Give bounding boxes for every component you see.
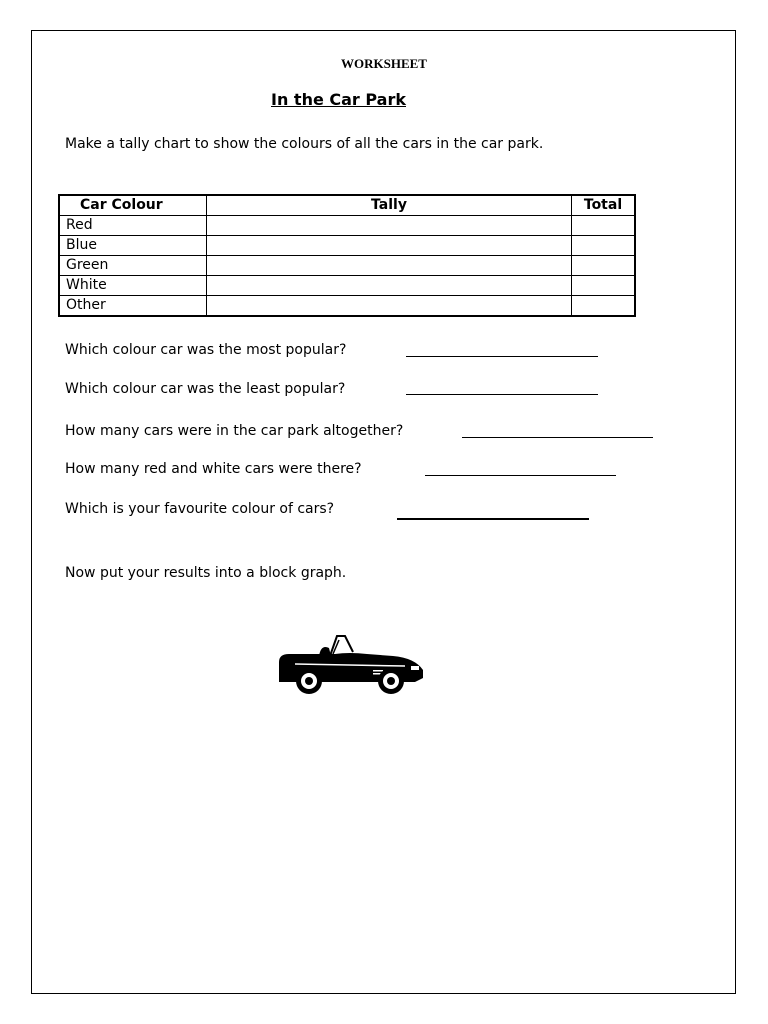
tally-table [58, 194, 636, 317]
tally-cell[interactable] [207, 276, 572, 296]
row-colour-label: Other [59, 296, 207, 317]
header-car-colour: Car Colour [59, 195, 207, 216]
sports-car-icon [275, 626, 427, 700]
question-total-cars: How many cars were in the car park altogether? [65, 423, 404, 439]
answer-line-most-popular[interactable] [406, 356, 598, 357]
answer-line-favourite-colour[interactable] [397, 518, 589, 520]
total-cell[interactable] [572, 256, 636, 276]
table-row [59, 216, 635, 236]
table-row [59, 276, 635, 296]
block-graph-instruction: Now put your results into a block graph. [65, 565, 347, 581]
header-total: Total [572, 195, 636, 216]
question-most-popular: Which colour car was the most popular? [65, 342, 347, 358]
worksheet-title: In the Car Park [271, 90, 406, 109]
row-colour-label: Green [59, 256, 207, 276]
table-row [59, 256, 635, 276]
question-favourite-colour: Which is your favourite colour of cars? [65, 501, 335, 517]
question-least-popular: Which colour car was the least popular? [65, 381, 346, 397]
total-cell[interactable] [572, 276, 636, 296]
answer-line-total-cars[interactable] [462, 437, 653, 438]
tally-instruction: Make a tally chart to show the colours of all the cars in the car park. [65, 136, 544, 152]
total-cell[interactable] [572, 236, 636, 256]
worksheet-heading: WORKSHEET [341, 56, 427, 71]
total-cell[interactable] [572, 216, 636, 236]
table-row [59, 236, 635, 256]
tally-cell[interactable] [207, 296, 572, 317]
tally-header-row [59, 195, 635, 216]
row-colour-label: Blue [59, 236, 207, 256]
tally-cell[interactable] [207, 216, 572, 236]
table-row [59, 296, 635, 317]
answer-line-least-popular[interactable] [406, 394, 598, 395]
question-red-white: How many red and white cars were there? [65, 461, 362, 477]
tally-cell[interactable] [207, 256, 572, 276]
row-colour-label: White [59, 276, 207, 296]
tally-cell[interactable] [207, 236, 572, 256]
total-cell[interactable] [572, 296, 636, 317]
header-tally: Tally [207, 195, 572, 216]
answer-line-red-white[interactable] [425, 475, 616, 476]
row-colour-label: Red [59, 216, 207, 236]
